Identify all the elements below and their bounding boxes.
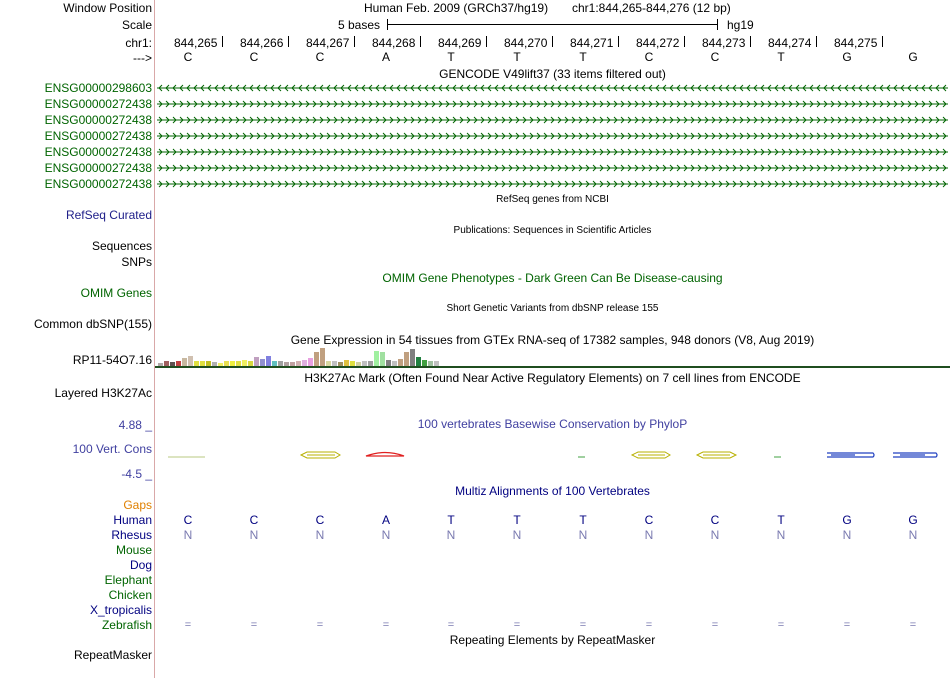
species-label-elephant[interactable]: Elephant xyxy=(104,573,152,587)
dbsnp-track-title: Short Genetic Variants from dbSNP release 155 xyxy=(446,303,659,314)
gtex-tissue-bar[interactable] xyxy=(416,357,421,366)
human-aligned-base: T xyxy=(777,513,785,527)
zebrafish-aligned-base: = xyxy=(184,619,192,631)
gaps-track-label[interactable]: Gaps xyxy=(123,498,152,512)
human-aligned-base: A xyxy=(381,513,390,527)
gtex-tissue-bar[interactable] xyxy=(308,358,313,366)
gtex-tissue-bar[interactable] xyxy=(380,352,385,366)
ruler-base: G xyxy=(842,50,852,64)
species-label-human[interactable]: Human xyxy=(113,513,152,527)
plus-strand-chevrons xyxy=(157,164,948,172)
human-aligned-base: C xyxy=(710,513,720,527)
gencode-item-label-6[interactable]: ENSG00000272438 xyxy=(44,177,152,191)
publications-track-title: Publications: Sequences in Scientific Articles xyxy=(453,225,652,236)
rhesus-aligned-base: N xyxy=(644,528,654,542)
scale-label: Scale xyxy=(121,18,152,32)
gtex-track-title: Gene Expression in 54 tissues from GTEx RNA-seq of 17382 samples, 948 donors (V8, Aug 2019) xyxy=(290,333,815,347)
cons-track-label[interactable]: 100 Vert. Cons xyxy=(72,442,152,456)
ruler-position-label: 844,267 xyxy=(306,36,350,50)
gtex-baseline xyxy=(155,366,950,368)
gencode-item-label-5[interactable]: ENSG00000272438 xyxy=(44,161,152,175)
cons-min-label: -4.5 _ xyxy=(121,467,152,481)
species-label-x-tropicalis[interactable]: X_tropicalis xyxy=(89,603,152,617)
ruler-tick xyxy=(288,36,289,47)
species-label-zebrafish[interactable]: Zebrafish xyxy=(101,618,152,632)
multiz-track-title: Multiz Alignments of 100 Vertebrates xyxy=(455,484,650,498)
ruler-base: C xyxy=(644,50,654,64)
cons-glyph-c-3 xyxy=(301,452,340,458)
gtex-tissue-bar[interactable] xyxy=(260,359,265,366)
plus-strand-chevrons xyxy=(157,148,948,156)
ruler-position-label: 844,270 xyxy=(504,36,548,50)
rhesus-aligned-base: N xyxy=(446,528,456,542)
rhesus-aligned-base: N xyxy=(842,528,852,542)
ruler-tick xyxy=(684,36,685,47)
gencode-item-label-2[interactable]: ENSG00000272438 xyxy=(44,113,152,127)
gtex-tissue-bar[interactable] xyxy=(254,357,259,366)
ruler-tick xyxy=(618,36,619,47)
gencode-item-label-0[interactable]: ENSG00000298603 xyxy=(44,81,152,95)
scale-bar xyxy=(387,24,718,25)
scale-db: hg19 xyxy=(727,18,754,32)
gencode-item-track[interactable] xyxy=(157,148,948,156)
gtex-tissue-bar[interactable] xyxy=(374,351,379,366)
zebrafish-aligned-base: = xyxy=(316,619,324,631)
plus-strand-chevrons xyxy=(157,116,948,124)
ruler-base: C xyxy=(183,50,193,64)
ruler-position-label: 844,265 xyxy=(174,36,218,50)
human-aligned-base: C xyxy=(249,513,259,527)
ruler-tick xyxy=(486,36,487,47)
gencode-item-label-4[interactable]: ENSG00000272438 xyxy=(44,145,152,159)
ruler-position-label: 844,268 xyxy=(372,36,416,50)
gencode-item-label-3[interactable]: ENSG00000272438 xyxy=(44,129,152,143)
ruler-base: T xyxy=(447,50,455,64)
h3k27ac-track-label[interactable]: Layered H3K27Ac xyxy=(54,386,152,400)
ruler-tick xyxy=(552,36,553,47)
gtex-tissue-bar[interactable] xyxy=(266,356,271,366)
refseq-track-label[interactable]: RefSeq Curated xyxy=(65,208,152,222)
plus-strand-chevrons xyxy=(157,100,948,108)
human-aligned-base: T xyxy=(579,513,587,527)
ruler-base: A xyxy=(381,50,390,64)
ruler-tick xyxy=(882,36,883,47)
gencode-track-title: GENCODE V49lift37 (33 items filtered out) xyxy=(439,67,666,81)
phylop-track-title: 100 vertebrates Basewise Conservation by PhyloP xyxy=(417,417,688,431)
rhesus-aligned-base: N xyxy=(908,528,918,542)
gencode-item-track[interactable] xyxy=(157,84,948,92)
ruler-base: T xyxy=(777,50,785,64)
common-dbsnp-track-label[interactable]: Common dbSNP(155) xyxy=(33,317,152,331)
ruler-position-label: 844,269 xyxy=(438,36,482,50)
rhesus-aligned-base: N xyxy=(578,528,588,542)
zebrafish-aligned-base: = xyxy=(777,619,785,631)
human-aligned-base: G xyxy=(842,513,852,527)
ruler-position-label: 844,274 xyxy=(768,36,812,50)
sequences-track-label[interactable]: Sequences xyxy=(91,239,152,253)
assembly-title: Human Feb. 2009 (GRCh37/hg19) xyxy=(364,1,549,15)
ruler-base: G xyxy=(908,50,918,64)
position-readout: chr1:844,265-844,276 (12 bp) xyxy=(572,1,731,15)
gtex-gene-label[interactable]: RP11-54O7.16 xyxy=(72,353,152,367)
gtex-tissue-bar[interactable] xyxy=(320,348,325,366)
zebrafish-aligned-base: = xyxy=(909,619,917,631)
zebrafish-aligned-base: = xyxy=(447,619,455,631)
rhesus-aligned-base: N xyxy=(381,528,391,542)
ruler-tick xyxy=(420,36,421,47)
human-aligned-base: C xyxy=(644,513,654,527)
rhesus-aligned-base: N xyxy=(512,528,522,542)
minus-strand-chevrons xyxy=(157,84,948,92)
ruler-position-label: 844,275 xyxy=(834,36,878,50)
species-label-dog[interactable]: Dog xyxy=(129,558,152,572)
ruler-base: T xyxy=(513,50,521,64)
gtex-tissue-bar[interactable] xyxy=(188,356,193,366)
plus-strand-chevrons xyxy=(157,132,948,140)
gtex-tissue-bar[interactable] xyxy=(410,349,415,366)
gencode-item-track[interactable] xyxy=(157,132,948,140)
species-label-mouse[interactable]: Mouse xyxy=(115,543,152,557)
gtex-tissue-bar[interactable] xyxy=(314,352,319,366)
gencode-item-track[interactable] xyxy=(157,164,948,172)
human-aligned-base: C xyxy=(183,513,193,527)
ruler-tick xyxy=(354,36,355,47)
ruler-tick xyxy=(816,36,817,47)
cons-max-label: 4.88 _ xyxy=(118,418,152,432)
omim-track-label[interactable]: OMIM Genes xyxy=(80,286,152,300)
strand-arrow-label: ---> xyxy=(133,51,152,65)
gtex-tissue-bar[interactable] xyxy=(398,359,403,366)
ruler-position-label: 844,273 xyxy=(702,36,746,50)
human-aligned-base: G xyxy=(908,513,918,527)
omim-track-title: OMIM Gene Phenotypes - Dark Green Can Be Disease-causing xyxy=(382,271,723,285)
rhesus-aligned-base: N xyxy=(183,528,193,542)
zebrafish-aligned-base: = xyxy=(382,619,390,631)
zebrafish-aligned-base: = xyxy=(513,619,521,631)
zebrafish-aligned-base: = xyxy=(250,619,258,631)
gtex-tissue-bar[interactable] xyxy=(182,358,187,366)
repeatmasker-track-title: Repeating Elements by RepeatMasker xyxy=(449,633,656,647)
ruler-base: C xyxy=(710,50,720,64)
gencode-item-track[interactable] xyxy=(157,116,948,124)
window-position-label: Window Position xyxy=(63,1,152,15)
ruler-position-label: 844,266 xyxy=(240,36,284,50)
chrom-label: chr1: xyxy=(125,36,152,50)
ruler-base: C xyxy=(249,50,259,64)
rhesus-aligned-base: N xyxy=(710,528,720,542)
human-aligned-base: C xyxy=(315,513,325,527)
refseq-track-title: RefSeq genes from NCBI xyxy=(496,194,609,205)
ruler-base: T xyxy=(579,50,587,64)
zebrafish-aligned-base: = xyxy=(579,619,587,631)
ruler-position-label: 844,271 xyxy=(570,36,614,50)
scale-bar-right-cap xyxy=(717,19,718,30)
h3k27ac-track-title: H3K27Ac Mark (Often Found Near Active Regulatory Elements) on 7 cell lines from ENCODE xyxy=(304,371,801,385)
human-aligned-base: T xyxy=(513,513,521,527)
human-aligned-base: T xyxy=(447,513,455,527)
rhesus-aligned-base: N xyxy=(776,528,786,542)
gencode-item-track[interactable] xyxy=(157,100,948,108)
gtex-tissue-bar[interactable] xyxy=(404,352,409,366)
species-label-rhesus[interactable]: Rhesus xyxy=(111,528,152,542)
zebrafish-aligned-base: = xyxy=(711,619,719,631)
ruler-position-label: 844,272 xyxy=(636,36,680,50)
rhesus-aligned-base: N xyxy=(249,528,259,542)
ruler-tick xyxy=(222,36,223,47)
ruler-tick xyxy=(750,36,751,47)
ruler-base: C xyxy=(315,50,325,64)
snps-track-label[interactable]: SNPs xyxy=(121,255,152,269)
gencode-item-track[interactable] xyxy=(157,180,948,188)
rhesus-aligned-base: N xyxy=(315,528,325,542)
zebrafish-aligned-base: = xyxy=(645,619,653,631)
repeatmasker-track-label[interactable]: RepeatMasker xyxy=(73,648,152,662)
scale-text: 5 bases xyxy=(338,18,381,32)
species-label-chicken[interactable]: Chicken xyxy=(108,588,152,602)
plus-strand-chevrons xyxy=(157,180,948,188)
zebrafish-aligned-base: = xyxy=(843,619,851,631)
phylop-conservation-graph[interactable] xyxy=(155,440,950,468)
gencode-item-label-1[interactable]: ENSG00000272438 xyxy=(44,97,152,111)
